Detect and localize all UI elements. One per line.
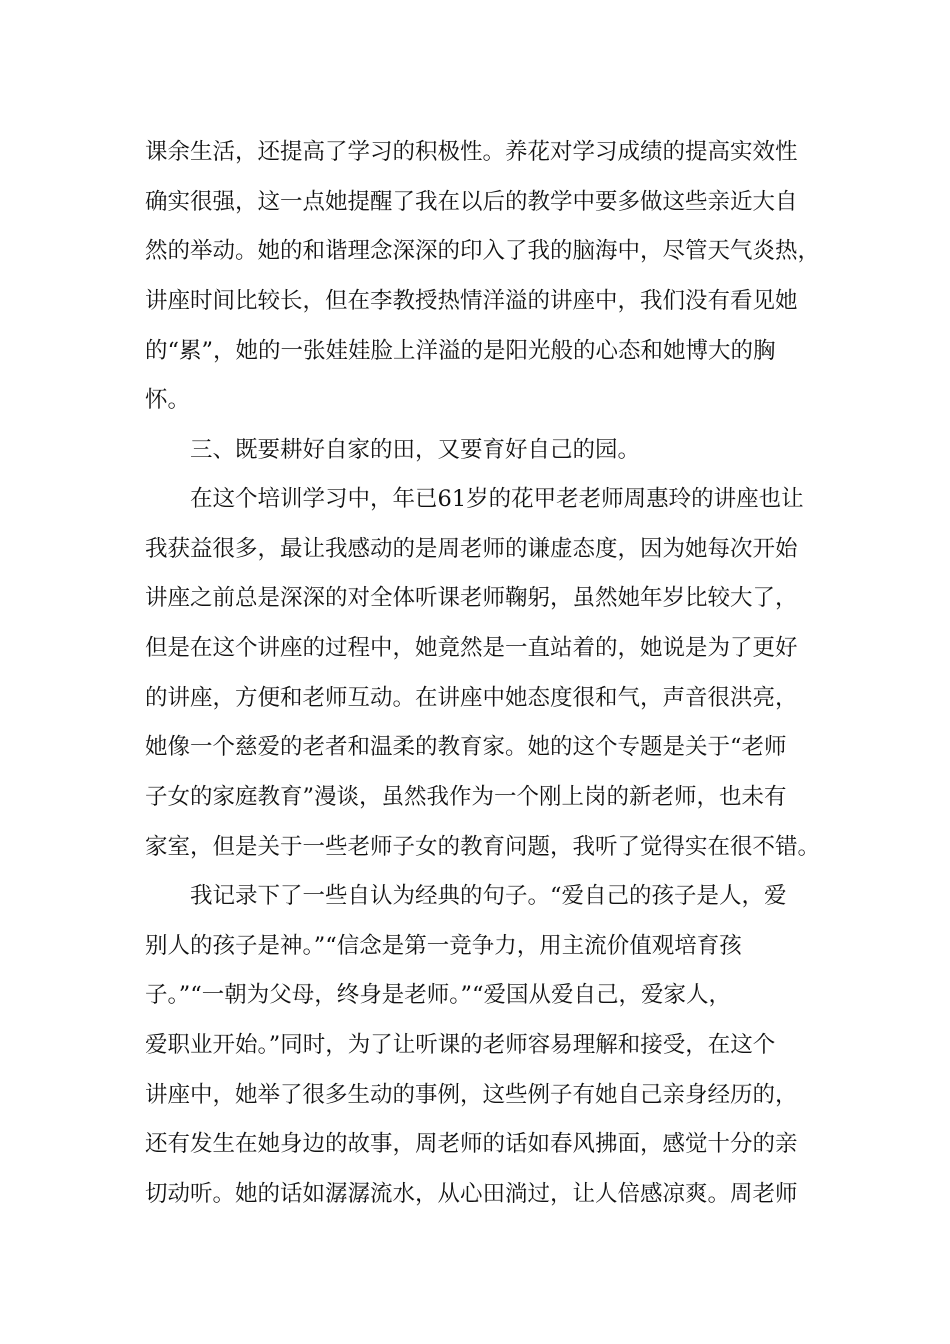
- text-line: 怀。: [145, 387, 191, 413]
- text-line: 讲座时间比较长，但在李教授热情洋溢的讲座中，我们没有看见她: [145, 288, 798, 314]
- text-line: 我获益很多，最让我感动的是周老师的谦虚态度，因为她每次开始: [145, 536, 798, 562]
- text-line: 然的举动。她的和谐理念深深的印入了我的脑海中，尽管天气炎热，: [145, 238, 821, 264]
- text-line: 讲座之前总是深深的对全体听课老师鞠躬，虽然她年岁比较大了，: [145, 585, 798, 611]
- text-line: 子。”“一朝为父母，终身是老师。”“爱国从爱自己，爱家人，: [145, 982, 732, 1008]
- text-line: 的“累”，她的一张娃娃脸上洋溢的是阳光般的心态和她博大的胸: [145, 338, 776, 364]
- text-line: 我记录下了一些自认为经典的句子。“爱自己的孩子是人，爱: [190, 883, 787, 909]
- text-line: 但是在这个讲座的过程中，她竟然是一直站着的，她说是为了更好: [145, 635, 798, 661]
- text-line: 别人的孩子是神。”“信念是第一竞争力，用主流价值观培育孩: [145, 933, 742, 959]
- text-line: 课余生活，还提高了学习的积极性。养花对学习成绩的提高实效性: [145, 139, 798, 165]
- text-line: 确实很强，这一点她提醒了我在以后的教学中要多做这些亲近大自: [145, 189, 798, 215]
- text-line: 切动听。她的话如潺潺流水，从心田淌过，让人倍感凉爽。周老师: [145, 1181, 798, 1207]
- text-line: 她像一个慈爱的老者和温柔的教育家。她的这个专题是关于“老师: [145, 734, 787, 760]
- text-line: 的讲座，方便和老师互动。在讲座中她态度很和气，声音很洪亮，: [145, 685, 798, 711]
- text-line: 子女的家庭教育”漫谈，虽然我作为一个刚上岗的新老师，也未有: [145, 784, 787, 810]
- text-line: 讲座中，她举了很多生动的事例，这些例子有她自己亲身经历的，: [145, 1082, 798, 1108]
- section-heading: 三、既要耕好自家的田，又要育好自己的园。: [190, 437, 641, 463]
- text-line: 爱职业开始。”同时，为了让听课的老师容易理解和接受，在这个: [145, 1032, 776, 1058]
- text-line: 家室，但是关于一些老师子女的教育问题，我听了觉得实在很不错。: [145, 834, 821, 860]
- text-line: 在这个培训学习中，年已61岁的花甲老老师周惠玲的讲座也让: [190, 486, 804, 512]
- text-line: 还有发生在她身边的故事，周老师的话如春风拂面，感觉十分的亲: [145, 1131, 798, 1157]
